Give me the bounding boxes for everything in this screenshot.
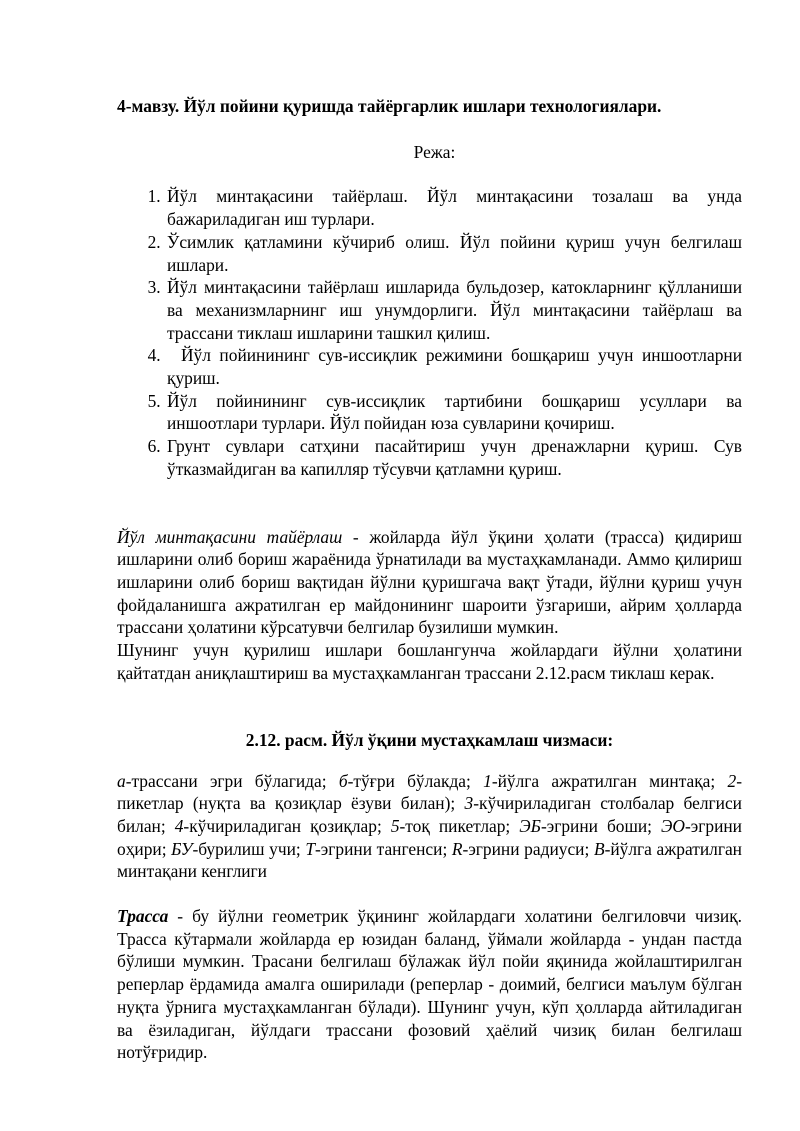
legend-text: -бурилиш учи;	[192, 838, 306, 859]
legend-key: ЭБ	[519, 815, 541, 836]
document-title: 4-мавзу. Йўл пойини қуришда тайёргарлик ишлари технологиялари.	[117, 96, 662, 116]
plan-heading: Режа:	[413, 141, 456, 162]
legend-text: -тўғри бўлакда;	[347, 770, 484, 791]
figure-title: 2.12. расм. Йўл ўқини мустаҳкамлаш чизмаси:	[245, 730, 614, 751]
legend-key: R	[451, 838, 463, 859]
legend-key: БУ	[171, 838, 193, 859]
term-road-zone: Йўл минтақасини тайёрлаш	[117, 526, 343, 547]
legend-text: -пикетлар (нуқта ва қозиқлар ёзуви билан);	[117, 770, 742, 814]
legend-text: -кўчириладиган қозиқлар;	[183, 815, 391, 836]
legend-text: -йўлга ажратилган минтақани кенглиги	[117, 838, 742, 882]
plan-item	[165, 344, 742, 389]
legend-text: -трассани эгри бўлагида;	[125, 770, 339, 791]
legend-text: -йўлга ажратилган минтақа;	[491, 770, 728, 791]
legend-text: -эгрини боши;	[540, 815, 662, 836]
term-route: Трасса	[117, 906, 169, 927]
plan-item: 6. Грунт сувлари сатҳини пасайтириш учун дренажларни қуриш. Сув ўтказмайдиган ва капилляр тўсувчи қатламни қуриш.	[165, 435, 742, 480]
legend-text: -кўчириладиган столбалар белгиси билан;	[117, 793, 742, 836]
paragraph-route	[117, 905, 742, 1064]
legend-key: Т	[305, 838, 316, 859]
plan-item: 3. Йўл минтақасини тайёрлаш ишларида бульдозер, катокларнинг қўлланиши ва механизмларнинг иш унумдорлиги. Йўл минтақасини тайёрлаш ва трассани тиклаш ишларини ташкил қилиш.	[165, 276, 742, 344]
legend-key: 5	[390, 815, 400, 836]
paragraph-text: - жойларда йўл ўқини ҳолати (трасса) қидириш ишларини олиб бориш жараёнида ўрнатилади ва мустаҳкамланади. Аммо қилириш ишларини олиб бориш вақтидан йўлни қуришгача вақт ўтади, йўлни қуриш учун фойдаланишга ажратилган ер майдонининг шароити ўзгариши, айрим ҳолларда трассани ҳолатини кўрсатувчи белгилар бузилиши мумкин.	[117, 526, 742, 638]
plan-item: 5. Йўл пойинининг сув-иссиқлик тартибини бошқариш усуллари ва иншоотлари турлари. Йўл пойидан юза сувларини қочириш.	[165, 390, 742, 435]
legend-text: -тоқ пикетлар;	[399, 815, 520, 836]
paragraph-text: - бу йўлни геометрик ўқининг жойлардаги холатини белгиловчи чизиқ. Трасса кўтармали жойларда ер юзидан баланд, ўймали жойларда - ундан пастда бўлиши мумкин. Трасани белгилаш бўлажак йўл пойи яқинида жойлаштирилган реперлар ёрдамида амалга оширилади (реперлар - доимий, белгиси маълум бўлган нуқта ўрнига мустаҳкамланган бўлади). Шунинг учун, кўп ҳолларда айтиладиган ва ёзиладиган, йўлдаги трассани фозовий ҳаёлий чизиқ билан белгилаш нотўғридир.	[117, 906, 742, 1063]
plan-list	[117, 185, 742, 480]
legend-key: а	[117, 770, 126, 791]
legend-key: б	[338, 770, 348, 791]
legend-text: -эгрини оҳири;	[117, 815, 742, 859]
plan-item: 1. Йўл минтақасини тайёрлаш. Йўл минтақасини тозалаш ва унда бажариладиган иш турлари.	[165, 185, 742, 230]
figure-legend	[117, 770, 742, 884]
legend-text: -эгрини радиуси;	[462, 838, 594, 859]
legend-key: 2	[727, 770, 737, 791]
legend-key: 1	[483, 770, 492, 791]
legend-key: В	[593, 838, 605, 859]
legend-key: 3	[464, 793, 474, 814]
document-page	[117, 95, 742, 1064]
legend-key: ЭО	[661, 815, 685, 836]
paragraph-road-zone	[117, 526, 742, 640]
legend-key: 4	[174, 815, 184, 836]
paragraph-restoration: Шунинг учун қурилиш ишлари бошлангунча жойлардаги йўлни ҳолатини қайтатдан аниқлаштириш ва мустаҳкамланган трассани 2.12.расм тиклаш керак.	[117, 640, 742, 683]
plan-item: 2. Ўсимлик қатламини кўчириб олиш. Йўл пойини қуриш учун белгилаш ишлари.	[165, 231, 742, 276]
legend-text: -эгрини тангенси;	[315, 838, 452, 859]
plan-item-text: Йўл пойинининг сув-иссиқлик режимини бошқариш учун иншоотларни қуриш.	[167, 345, 742, 389]
